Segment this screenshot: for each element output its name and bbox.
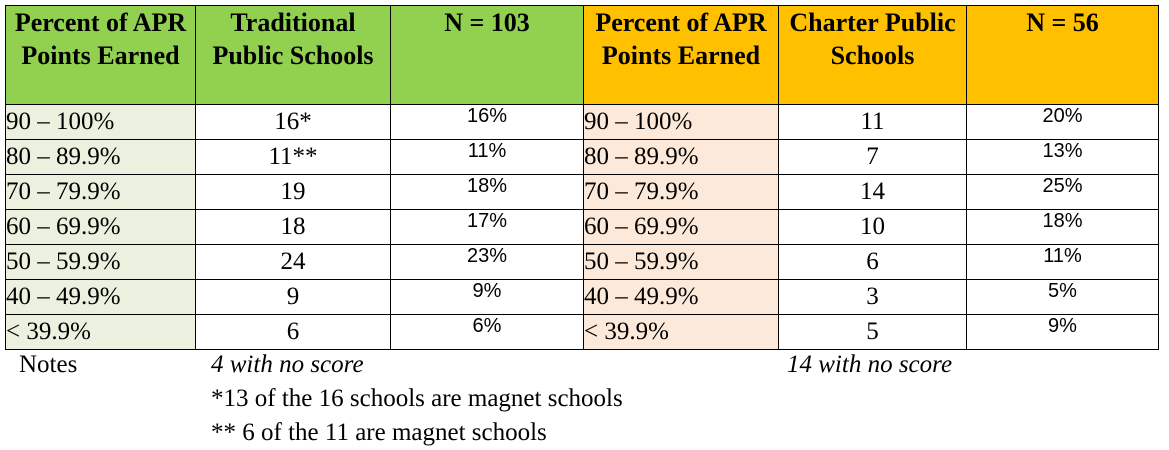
- footnote-magnet-16: *13 of the 16 schools are magnet schools: [211, 385, 623, 412]
- charter-pct-cell: 9%: [967, 315, 1159, 350]
- trad-count-cell: 16*: [196, 105, 391, 140]
- trad-count-cell: 24: [196, 245, 391, 280]
- trad-count-cell: 9: [196, 280, 391, 315]
- charter-range-cell: 80 – 89.9%: [584, 140, 779, 175]
- charter-pct-cell: 13%: [967, 140, 1159, 175]
- trad-range-cell: 70 – 79.9%: [6, 175, 196, 210]
- charter-count-cell: 6: [779, 245, 967, 280]
- trad-range-cell: 80 – 89.9%: [6, 140, 196, 175]
- table-row: [6, 245, 1159, 280]
- header-trad-schools: Traditional Public Schools: [196, 6, 391, 105]
- charter-count-cell: 7: [779, 140, 967, 175]
- trad-range-cell: 40 – 49.9%: [6, 280, 196, 315]
- table-row: [6, 175, 1159, 210]
- table-row: [6, 315, 1159, 350]
- trad-range-cell: 60 – 69.9%: [6, 210, 196, 245]
- table-row: [6, 140, 1159, 175]
- charter-count-cell: 10: [779, 210, 967, 245]
- trad-count-cell: 6: [196, 315, 391, 350]
- trad-no-score-note: 4 with no score: [211, 351, 364, 378]
- charter-count-cell: 5: [779, 315, 967, 350]
- trad-count-cell: 18: [196, 210, 391, 245]
- trad-pct-cell: 11%: [391, 140, 584, 175]
- table-row: [6, 105, 1159, 140]
- charter-pct-cell: 5%: [967, 280, 1159, 315]
- charter-pct-cell: 25%: [967, 175, 1159, 210]
- header-charter-range: Percent of APR Points Earned: [584, 6, 779, 105]
- apr-points-table: [5, 5, 1159, 350]
- header-trad-range: Percent of APR Points Earned: [6, 6, 196, 105]
- charter-count-cell: 11: [779, 105, 967, 140]
- trad-pct-cell: 16%: [391, 105, 584, 140]
- header-row: [6, 6, 1159, 105]
- trad-range-cell: < 39.9%: [6, 315, 196, 350]
- charter-range-cell: < 39.9%: [584, 315, 779, 350]
- table-row: [6, 210, 1159, 245]
- header-charter-n: N = 56: [967, 6, 1159, 105]
- charter-count-cell: 3: [779, 280, 967, 315]
- charter-range-cell: 60 – 69.9%: [584, 210, 779, 245]
- trad-count-cell: 11**: [196, 140, 391, 175]
- charter-pct-cell: 11%: [967, 245, 1159, 280]
- charter-pct-cell: 18%: [967, 210, 1159, 245]
- table-row: [6, 280, 1159, 315]
- charter-range-cell: 50 – 59.9%: [584, 245, 779, 280]
- trad-pct-cell: 23%: [391, 245, 584, 280]
- trad-range-cell: 50 – 59.9%: [6, 245, 196, 280]
- charter-no-score-note: 14 with no score: [787, 351, 953, 378]
- trad-pct-cell: 9%: [391, 280, 584, 315]
- charter-count-cell: 14: [779, 175, 967, 210]
- header-trad-n: N = 103: [391, 6, 584, 105]
- charter-range-cell: 70 – 79.9%: [584, 175, 779, 210]
- trad-range-cell: 90 – 100%: [6, 105, 196, 140]
- footnote-magnet-11: ** 6 of the 11 are magnet schools: [211, 419, 547, 446]
- trad-pct-cell: 18%: [391, 175, 584, 210]
- charter-range-cell: 40 – 49.9%: [584, 280, 779, 315]
- trad-pct-cell: 17%: [391, 210, 584, 245]
- header-charter-schools: Charter Public Schools: [779, 6, 967, 105]
- notes-label: Notes: [19, 351, 78, 378]
- charter-pct-cell: 20%: [967, 105, 1159, 140]
- trad-pct-cell: 6%: [391, 315, 584, 350]
- trad-count-cell: 19: [196, 175, 391, 210]
- charter-range-cell: 90 – 100%: [584, 105, 779, 140]
